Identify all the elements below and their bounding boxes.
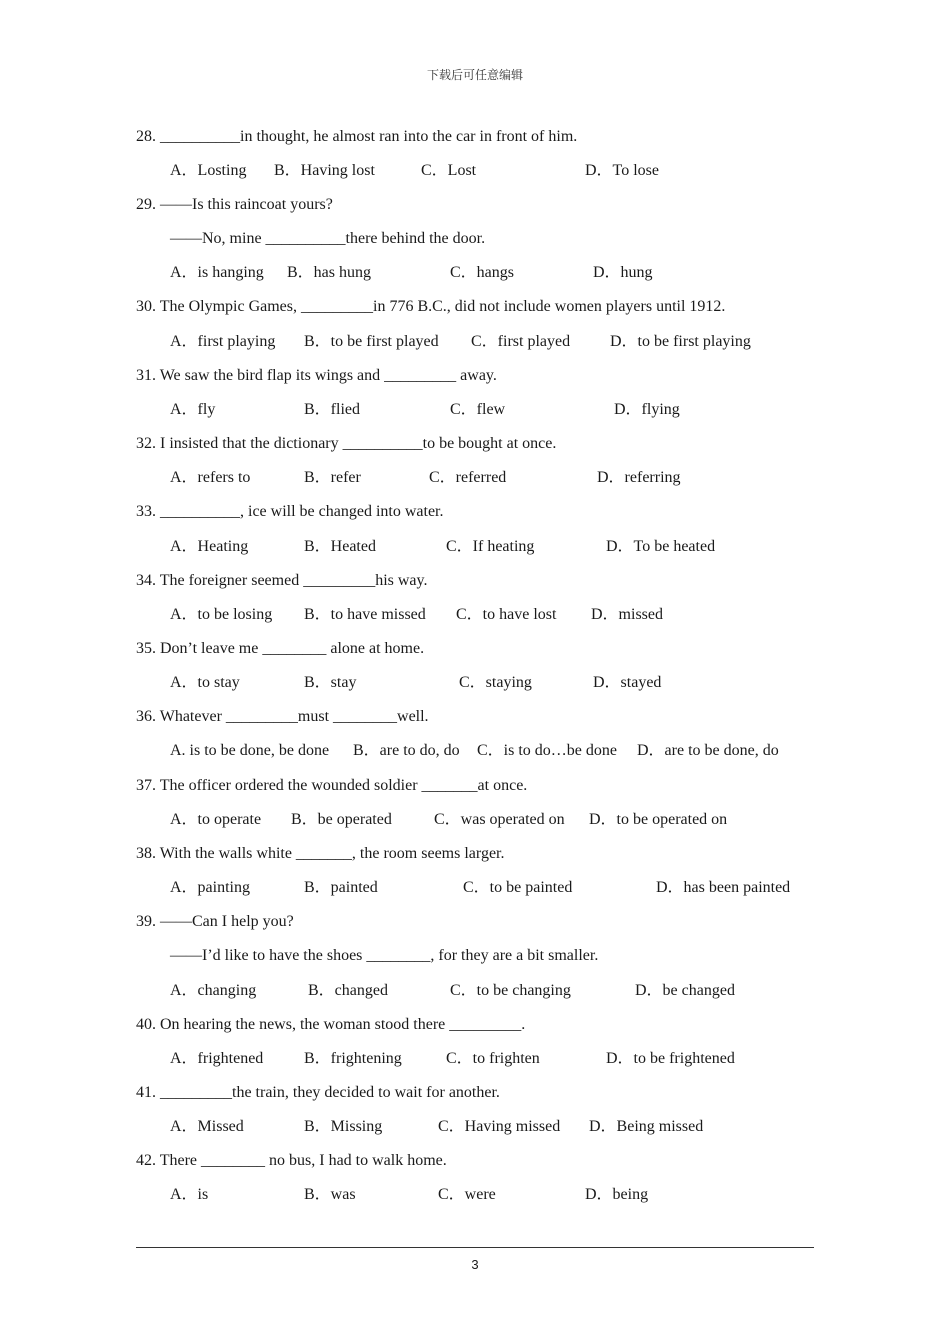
question-29-option-a: A．is hanging <box>170 264 264 281</box>
question-38-option-d: D．has been painted <box>656 879 791 896</box>
question-31-stem: 31. We saw the bird flap its wings and _________ away. <box>136 367 497 384</box>
question-31-option-b: B．flied <box>304 401 360 418</box>
question-39-option-a: A．changing <box>170 982 257 999</box>
question-40-option-c: C．to frighten <box>446 1050 540 1067</box>
question-34-option-c: C．to have lost <box>456 606 557 623</box>
question-41-option-b: B．Missing <box>304 1118 383 1135</box>
question-41-option-c: C．Having missed <box>438 1118 561 1135</box>
question-29-stem: 29. ——Is this raincoat yours? <box>136 196 333 213</box>
question-42-option-d: D．being <box>585 1186 649 1203</box>
question-39-option-b: B．changed <box>308 982 388 999</box>
question-28-option-d: D．To lose <box>585 162 659 179</box>
question-39-option-c: C．to be changing <box>450 982 571 999</box>
question-37-option-d: D．to be operated on <box>589 811 728 828</box>
question-39-option-d: D．be changed <box>635 982 735 999</box>
question-38-option-c: C．to be painted <box>463 879 573 896</box>
question-30-option-a: A．first playing <box>170 333 276 350</box>
question-36-option-b: B．are to do, do <box>353 742 460 759</box>
question-31-option-a: A．fly <box>170 401 216 418</box>
question-36-option-d: D．are to be done, do <box>637 742 779 759</box>
question-40-option-a: A．frightened <box>170 1050 264 1067</box>
question-34-option-d: D．missed <box>591 606 664 623</box>
footer-divider <box>136 1247 814 1248</box>
question-34-stem: 34. The foreigner seemed _________his way. <box>136 572 428 589</box>
question-37-option-a: A．to operate <box>170 811 262 828</box>
question-30-option-b: B．to be first played <box>304 333 439 350</box>
page-number: 3 <box>471 1257 479 1272</box>
question-29-reply: ——No, mine __________there behind the door. <box>170 230 486 247</box>
question-30-option-d: D．to be first playing <box>610 333 751 350</box>
question-32-stem: 32. I insisted that the dictionary __________to be bought at once. <box>136 435 557 452</box>
question-35-option-a: A．to stay <box>170 674 240 691</box>
question-42-option-a: A．is <box>170 1186 209 1203</box>
question-37-option-c: C．was operated on <box>434 811 565 828</box>
question-42-option-b: B．was <box>304 1186 356 1203</box>
question-30-option-c: C．first played <box>471 333 571 350</box>
question-36-option-c: C．is to do…be done <box>477 742 617 759</box>
question-34-option-b: B．to have missed <box>304 606 426 623</box>
question-32-option-c: C．referred <box>429 469 507 486</box>
question-33-option-b: B．Heated <box>304 538 376 555</box>
question-37-stem: 37. The officer ordered the wounded soldier _______at once. <box>136 777 528 794</box>
question-28-option-c: C．Lost <box>421 162 477 179</box>
question-33-option-c: C．If heating <box>446 538 535 555</box>
question-41-option-a: A．Missed <box>170 1118 244 1135</box>
question-31-option-c: C．flew <box>450 401 506 418</box>
question-32-option-d: D．referring <box>597 469 681 486</box>
question-29-option-d: D．hung <box>593 264 653 281</box>
question-33-option-d: D．To be heated <box>606 538 716 555</box>
question-35-option-c: C．staying <box>459 674 532 691</box>
question-28-stem: 28. __________in thought, he almost ran into the car in front of him. <box>136 128 578 145</box>
question-32-option-b: B．refer <box>304 469 361 486</box>
question-42-option-c: C．were <box>438 1186 496 1203</box>
question-39-stem: 39. ——Can I help you? <box>136 913 294 930</box>
question-40-stem: 40. On hearing the news, the woman stood there _________. <box>136 1016 526 1033</box>
question-40-option-b: B．frightening <box>304 1050 402 1067</box>
question-35-option-b: B．stay <box>304 674 357 691</box>
question-33-stem: 33. __________, ice will be changed into water. <box>136 503 444 520</box>
question-38-stem: 38. With the walls white _______, the room seems larger. <box>136 845 505 862</box>
question-30-stem: 30. The Olympic Games, _________in 776 B.C., did not include women players until 1912. <box>136 298 726 315</box>
question-42-stem: 42. There ________ no bus, I had to walk home. <box>136 1152 447 1169</box>
question-29-option-b: B．has hung <box>287 264 372 281</box>
question-36-stem: 36. Whatever _________must ________well. <box>136 708 429 725</box>
question-35-option-d: D．stayed <box>593 674 662 691</box>
question-29-option-c: C．hangs <box>450 264 515 281</box>
question-28-option-a: A．Losting <box>170 162 247 179</box>
question-32-option-a: A．refers to <box>170 469 251 486</box>
question-35-stem: 35. Don’t leave me ________ alone at home. <box>136 640 425 657</box>
question-39-reply: ——I’d like to have the shoes ________, for they are a bit smaller. <box>170 947 599 964</box>
question-34-option-a: A．to be losing <box>170 606 273 623</box>
question-41-stem: 41. _________the train, they decided to wait for another. <box>136 1084 500 1101</box>
question-38-option-b: B．painted <box>304 879 378 896</box>
question-31-option-d: D．flying <box>614 401 680 418</box>
question-40-option-d: D．to be frightened <box>606 1050 735 1067</box>
page-header: 下载后可任意编辑 <box>426 68 523 82</box>
question-36-option-a: A. is to be done, be done <box>170 742 330 759</box>
question-38-option-a: A．painting <box>170 879 250 896</box>
question-33-option-a: A．Heating <box>170 538 249 555</box>
question-37-option-b: B．be operated <box>291 811 392 828</box>
question-28-option-b: B．Having lost <box>274 162 375 179</box>
question-41-option-d: D．Being missed <box>589 1118 704 1135</box>
